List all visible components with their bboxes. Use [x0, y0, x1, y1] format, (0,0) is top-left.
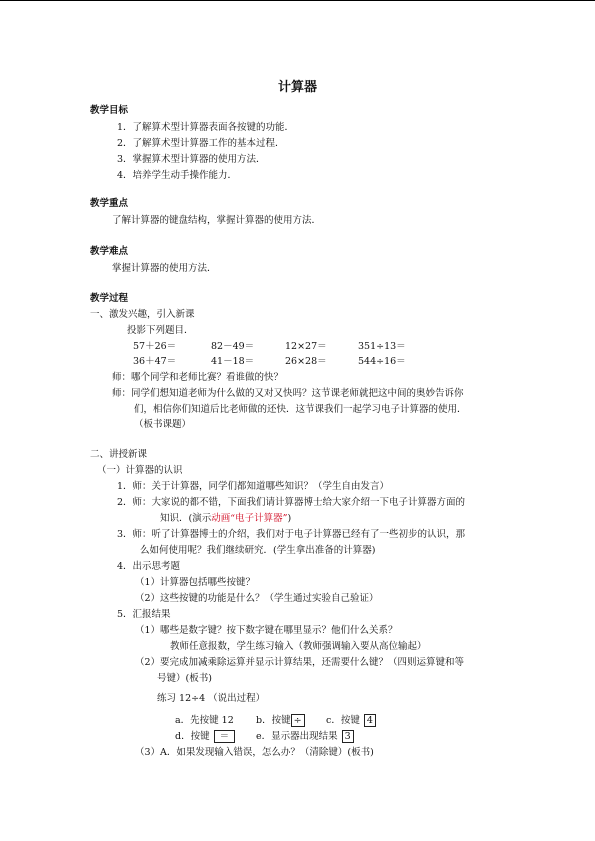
- question-line: （1）计算器包括哪些按键？: [135, 577, 256, 588]
- key-points-text: 了解计算器的键盘结构，掌握计算器的使用方法．: [112, 215, 322, 226]
- equals-key: ＝: [214, 730, 236, 743]
- step-d: [175, 730, 235, 743]
- step-text: ): [287, 513, 292, 524]
- process-heading: 教学过程: [90, 293, 129, 304]
- key-points-heading: 教学重点: [90, 198, 129, 209]
- divide-key: ÷: [291, 714, 305, 727]
- exercise: 26×28＝: [285, 356, 327, 367]
- animation-link[interactable]: 动画“电子计算器”: [211, 513, 288, 524]
- step-e: [256, 730, 354, 743]
- difficulty-heading: 教学难点: [90, 246, 129, 257]
- step-line: 5．汇报结果: [117, 609, 171, 620]
- goal-item: 3．掌握算术型计算器的使用方法．: [117, 154, 266, 165]
- goal-item: 1．了解算术型计算器表面各按键的功能．: [117, 122, 295, 133]
- part1-title: 一、激发兴趣，引入新课: [90, 309, 195, 320]
- step-b: [256, 714, 305, 727]
- question-line: （2）这些按键的功能是什么？（学生通过实验自己验证）: [135, 593, 379, 604]
- exercise: 41－18＝: [211, 356, 255, 367]
- four-key: 4: [364, 714, 376, 727]
- part1-intro: 投影下列题目．: [127, 325, 194, 336]
- step-a: a．先按键 12: [175, 715, 234, 726]
- step-line: [160, 512, 291, 525]
- page-title: 计算器: [277, 80, 317, 95]
- part2-title: 二、讲授新课: [90, 449, 148, 460]
- result-display: 3: [342, 730, 354, 743]
- step-line: 2．师：大家说的都不错，下面我们请计算器博士给大家介绍一下电子计算器方面的: [117, 497, 466, 508]
- difficulty-text: 掌握计算器的使用方法．: [112, 263, 217, 274]
- part2-subtitle: （一）计算器的认识: [97, 465, 183, 476]
- question-line: 教师任意报数，学生练习输入（教师强调输入要从高位输起）: [170, 641, 427, 652]
- question-line: （2）要完成加减乘除运算并显示计算结果，还需要什么键？（四则运算键和等: [135, 657, 465, 668]
- exercise: 12×27＝: [285, 341, 327, 352]
- step-line: 3．师：听了计算器博士的介绍，我们对于电子计算器已经有了一些初步的认识，那: [117, 529, 466, 540]
- question-line: （1）哪些是数字键？按下数字键在哪里显示？他们什么关系？: [135, 625, 398, 636]
- step-label: c．按键: [326, 715, 360, 726]
- goals-heading: 教学目标: [90, 105, 129, 116]
- teacher-line: 们，相信你们知道后比老师做的还快．这节课我们一起学习电子计算器的使用．: [134, 404, 467, 415]
- step-label: b．按键: [256, 715, 291, 726]
- teacher-line: 师：同学们想知道老师为什么做的又对又快吗？这节课老师就把这中间的奥妙告诉你: [112, 388, 464, 399]
- teacher-line: 师：哪个同学和老师比赛？看谁做的快？: [112, 372, 284, 383]
- exercise: 82－49＝: [211, 341, 255, 352]
- step-label: d．按键: [175, 731, 210, 742]
- exercise: 57＋26＝: [133, 341, 177, 352]
- step-line: 1．师：关于计算器，同学们都知道哪些知识？（学生自由发言）: [117, 481, 390, 492]
- step-line: 么如何使用呢？我们继续研究．(学生拿出准备的计算器): [140, 545, 376, 556]
- top-rule: [0, 0, 595, 1]
- practice-line: 练习 12÷4 （说出过程）: [157, 693, 266, 704]
- teacher-line: （板书课题）: [134, 419, 192, 430]
- question-line: （3）A．如果发现输入错误，怎么办？（清除键）(板书): [135, 747, 374, 758]
- step-c: [326, 714, 376, 727]
- step-line: 4．出示思考题: [117, 561, 181, 572]
- step-text: 知识．(演示: [160, 513, 212, 524]
- exercise: 544÷16＝: [358, 356, 406, 367]
- step-label: e．显示器出现结果: [256, 731, 338, 742]
- question-line: 号键）(板书): [157, 673, 212, 684]
- goal-item: 2．了解算术型计算器工作的基本过程．: [117, 138, 285, 149]
- exercise: 351÷13＝: [358, 341, 406, 352]
- goal-item: 4．培养学生动手操作能力．: [117, 170, 238, 181]
- exercise: 36＋47＝: [133, 356, 177, 367]
